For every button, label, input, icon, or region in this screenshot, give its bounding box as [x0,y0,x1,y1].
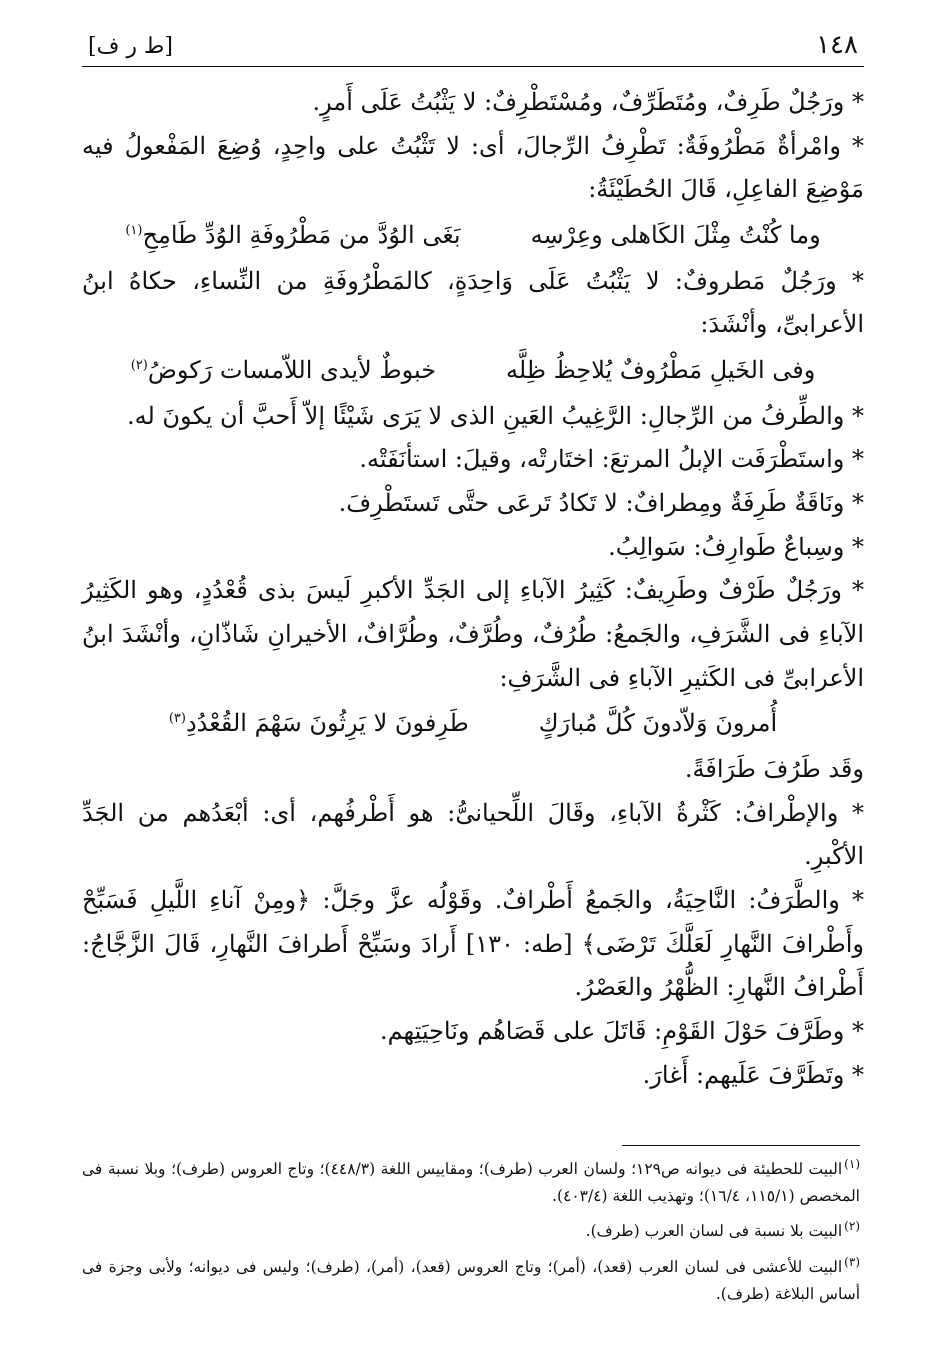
verse-second-hemistich [125,214,460,258]
footnote-marker: (٢) [844,1219,860,1234]
verse-first-hemistich: وما كُنْتُ مِثْلَ الكَاهلى وعِرْسِه [530,221,821,250]
verse-second-hemistich [169,702,469,746]
entry-paragraph: * ونَاقَةٌ طَرِفَةٌ ومِطرافٌ: لا تَكادُ تَرعَى حتَّى تَستَطْرِفَ. [338,489,864,518]
entry-paragraph: * ورَجُلٌ طَرِفٌ، ومُتَطَرِّفٌ، ومُسْتَطْرِفٌ: لا يَثْبُتُ عَلَى أَمرٍ. [312,88,864,116]
verse-second-hemistich-text: طَرِفونَ لا يَرِثُونَ سَهْمَ القُعْدُدِ [185,709,469,738]
verse-second-hemistich-text: بَغَى الوُدَّ من مَطْرُوفَةِ الوُدِّ طَامِحِ [142,221,461,250]
poetry-verse [82,214,864,258]
entry-paragraph: * ورَجُلٌ مَطروفٌ: لا يَثْبُتُ عَلَى وَاحِدَةٍ، كالمَطْرُوفَةِ من النِّساءِ، حكاهُ ابنُ الأعرابىِّ، وأنْشَدَ: [82,266,864,339]
entry-paragraph: * والطِّرفُ من الرِّجالِ: الرَّغِيبُ العَينِ الذى لا يَرَى شَيْئًا إلاّ أَحبَّ أن يكونَ له. [126,401,864,430]
footnote-rule [622,1145,860,1146]
entry-paragraph: وقَد طَرُفَ طَرَافَةً. [684,755,864,784]
entry-paragraph: * وسِباعٌ طَوارِفُ: سَوالِبُ. [608,532,864,561]
verse-first-hemistich: وفى الخَيلِ مَطْرُوفٌ يُلاحِظُ ظِلَّه [506,356,816,385]
entry-paragraph: * ورَجُلٌ طَرْفٌ وطَرِيفٌ: كَثِيرُ الآباءِ إلى الجَدِّ الأكبرِ لَيسَ بذى قُعْدُدٍ، وهو الكَثِيرُ الآباءِ فى الشَّرَفِ، والجَمعُ: طُرُفٌ، وطُرَّفٌ، وطُرَّافٌ، الأخيرانِ شَاذّانِ، وأنْشَدَ ابنُ الأعرابىِّ فى الكَثيرِ الآباءِ فى الشَّرَفِ: [82,576,864,692]
footnote-reference[interactable]: (٢) [130,358,148,374]
footnote [82,1252,860,1308]
footnote-reference[interactable]: (٣) [168,711,186,727]
entry-body [82,81,864,1097]
entry-paragraph: * والطَّرَفُ: النَّاحِيَةُ، والجَمعُ أَطْرافٌ. وقَوْلُه عزَّ وجَلَّ: ﴿ومِنْ آناءِ اللَّيلِ فَسَبِّحْ وأَطْرافَ النَّهارِ لَعَلَّكَ تَرْضَى﴾ [طه: ١٣٠] أَرادَ وسَبِّحْ أَطرافَ النَّهارِ، قَالَ الزَّجَّاجُ: أَطْرافُ النَّهارِ: الظُّهْرُ والعَصْرُ. [82,886,864,1002]
page-number: ١٤٨ [816,30,858,60]
poetry-verse [82,349,864,393]
footnote [82,1216,860,1245]
footnote-reference[interactable]: (١) [125,223,143,239]
root-heading: [ط ر ف] [88,34,173,59]
footnote-marker: (١) [844,1157,860,1171]
entry-paragraph: * والإطْرافُ: كَثْرةُ الآباءِ، وقَالَ اللِّحيانىُّ: هو أَطْرفُهم، أى: أبْعَدُهم من الجَدِّ الأكْبرِ. [82,798,864,871]
entry-paragraph: * وامْرأةٌ مَطْرُوفَةٌ: تَطْرِفُ الرِّجالَ، أى: لا تَثْبُتُ على واحِدٍ، وُضِعَ المَفْعولُ فيه مَوْضِعَ الفاعِلِ، قَالَ الحُطَيْئَةُ: [82,131,864,204]
verse-second-hemistich-text: خبوطٌ لأيدى اللاّمسات رَكوضُ [147,356,437,385]
entry-paragraph: * وطَرَّفَ حَوْلَ القَوْمِ: قَاتَلَ على قَصَاهُم ونَاحِيَتِهم. [379,1017,864,1046]
footnotes [82,1145,860,1314]
header-rule [82,66,864,67]
footnote-marker: (٣) [844,1254,860,1269]
footnote-text: البيت للحطيئة فى ديوانه ص١٢٩؛ ولسان العرب (طرف)؛ ومقاييس اللغة (٤٤٨/٣)؛ وتاج العروس (طرف)؛ وبلا نسبة فى المخصص (١١٥/١، ١٦/٤)؛ وتهذيب اللغة (٤٠٣/٤). [82,1160,860,1206]
poetry-verse [82,702,864,746]
entry-paragraph: * واستَطْرَفَت الإبلُ المرتعَ: اختَارتْه، وقيلَ: استأنَفَتْه. [359,445,864,474]
footnote-text: البيت للأعشى فى لسان العرب (قعد)، (أمر)؛ وتاج العروس (قعد)، (أمر)، (طرف)؛ وليس فى ديوانه؛ ولأبى وجزة فى أساس البلاغة (طرف). [82,1257,860,1303]
verse-second-hemistich [131,349,436,393]
footnote [82,1154,860,1210]
entry-paragraph: * وتَطَرَّفَ عَلَيهم: أَغارَ. [642,1060,864,1089]
page-header [82,30,864,66]
footnote-text: البيت بلا نسبة فى لسان العرب (طرف). [585,1222,843,1241]
verse-first-hemistich: أُمرونَ وَلاّدونَ كُلَّ مُبارَكٍ [538,709,778,738]
